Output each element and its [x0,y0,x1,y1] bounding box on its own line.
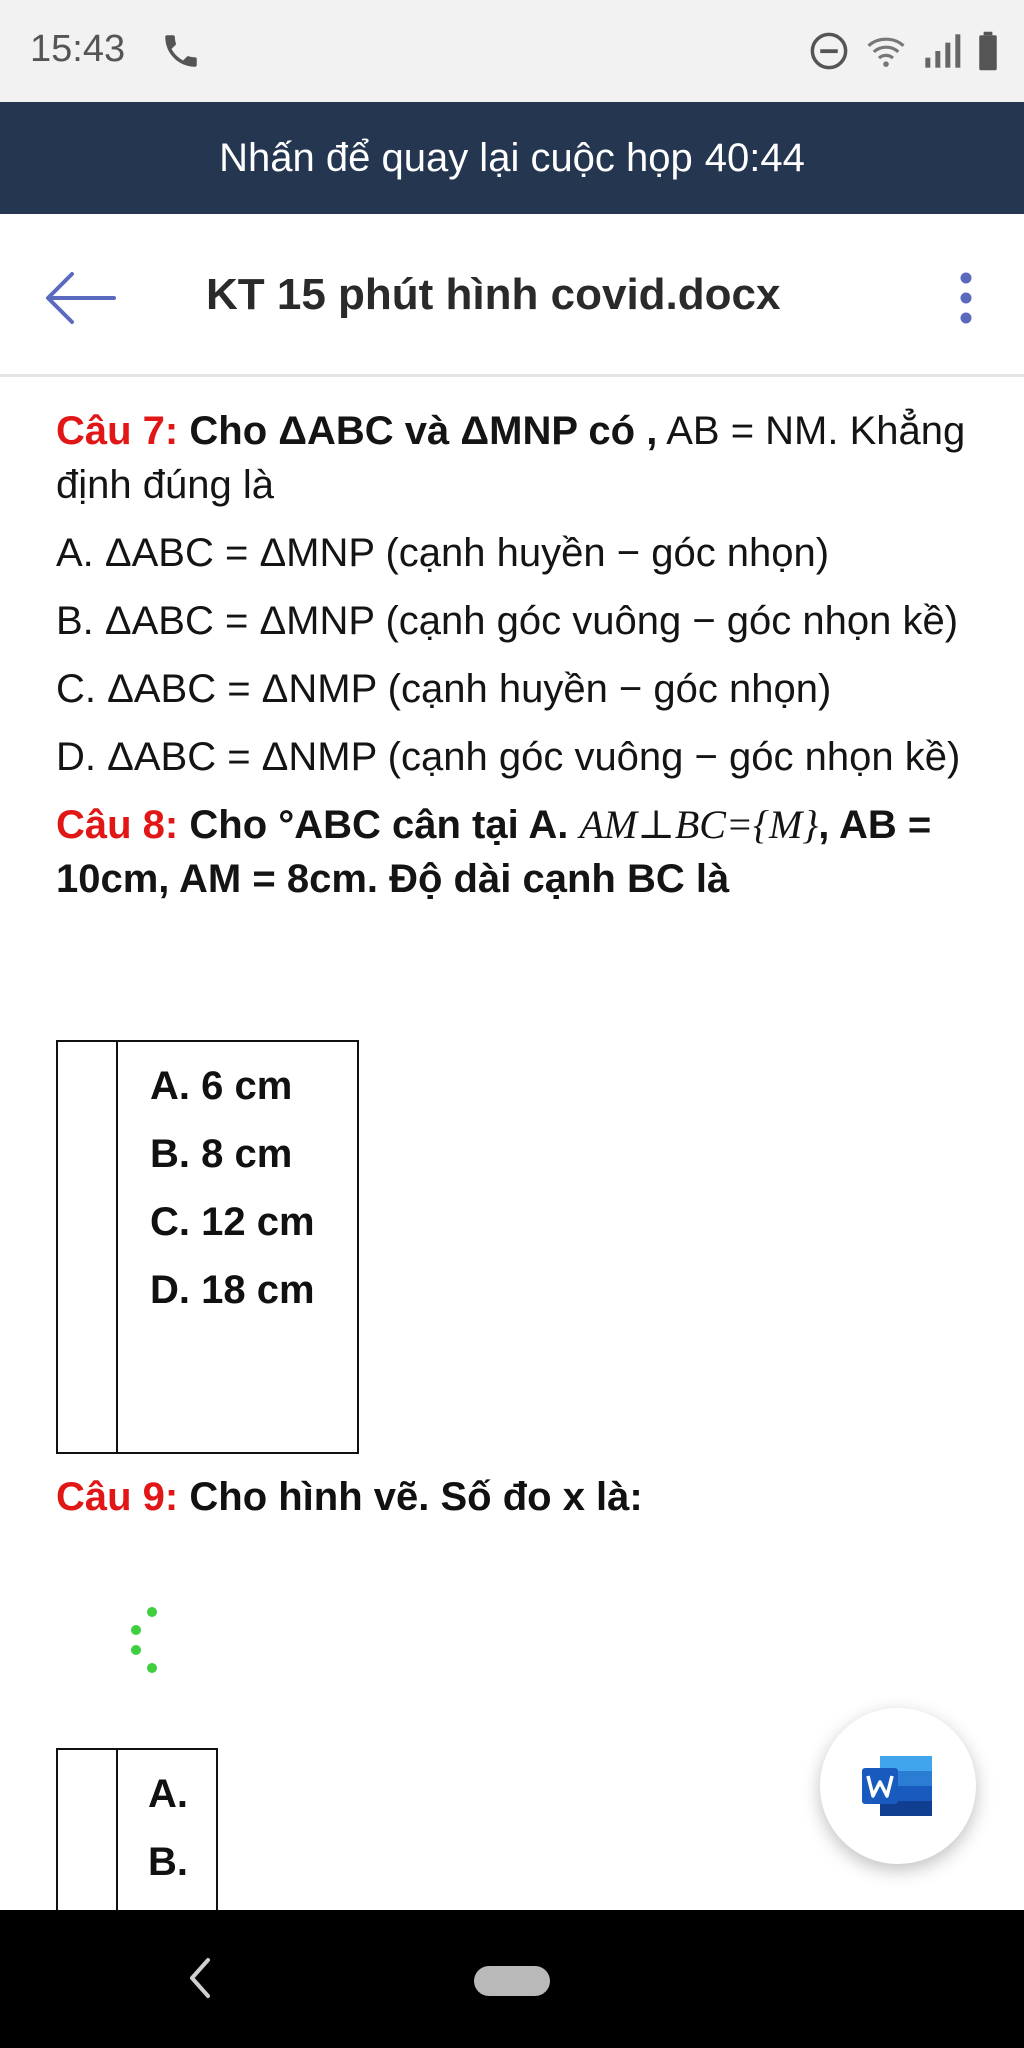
question-8-option-c: C. 12 cm [150,1200,315,1244]
dnd-icon [808,30,850,72]
back-arrow-icon[interactable] [40,266,120,330]
signal-icon [922,30,962,72]
status-bar [0,0,1024,102]
phone-icon [160,30,202,72]
nav-back-icon[interactable] [180,1950,220,2006]
return-to-meeting-banner[interactable] [0,102,1024,214]
question-9-label: Câu 9: [56,1475,179,1519]
more-vertical-icon[interactable] [948,266,984,330]
question-9-stem [56,1470,643,1524]
question-8-label: Câu 8: [56,803,179,847]
question-8-option-b: B. 8 cm [150,1132,293,1176]
nav-home-pill[interactable] [474,1966,550,1996]
word-icon [860,1754,936,1818]
question-7-stem-bold: Cho ΔABC và ΔMNP có , [189,409,658,453]
battery-icon [976,30,1000,72]
table-empty-cell [57,1041,117,1453]
document-title: KT 15 phút hình covid.docx [206,270,781,319]
question-8-stem-bold-1: Cho °ABC cân tại A. [189,803,569,847]
question-7-option-c: C. ΔABC = ΔNMP (cạnh huyền − góc nhọn) [56,667,832,711]
question-7-stem-rest: AB = NM. Khẳng định đúng là [56,409,966,507]
question-8-option-a: A. 6 cm [150,1064,293,1108]
question-7-stem [56,404,986,512]
app-header [0,214,1024,377]
question-9-stem-text: Cho hình vẽ. Số đo x là: [189,1475,643,1519]
question-7-option-d: D. ΔABC = ΔNMP (cạnh góc vuông − góc nhọn kề) [56,735,961,779]
question-8-option-d: D. 18 cm [150,1268,315,1312]
question-7-label: Câu 7: [56,409,179,453]
table-answers-cell [117,1041,358,1453]
banner-text: Nhấn để quay lại cuộc họp [219,135,693,180]
document-body [56,404,986,920]
loading-figure-icon [118,1600,178,1680]
status-time: 15:43 [30,28,126,70]
question-9-option-a: A. [148,1772,188,1816]
status-icons [808,28,1000,74]
question-7-option-b: B. ΔABC = ΔMNP (cạnh góc vuông − góc nhọn kề) [56,599,959,643]
question-9-option-b: B. [148,1840,188,1884]
open-in-word-button[interactable] [820,1708,976,1864]
question-8-math: AM⊥BC={M} [579,802,819,847]
meeting-timer: 40:44 [704,135,805,180]
question-8-stem-bold-2: , AB = 10cm, AM = 8cm. Độ dài cạnh BC là [56,803,932,901]
question-8-answer-table [56,1040,359,1454]
wifi-icon [864,30,908,72]
question-8-stem [56,798,986,906]
question-7-option-a: A. ΔABC = ΔMNP (cạnh huyền − góc nhọn) [56,531,830,575]
